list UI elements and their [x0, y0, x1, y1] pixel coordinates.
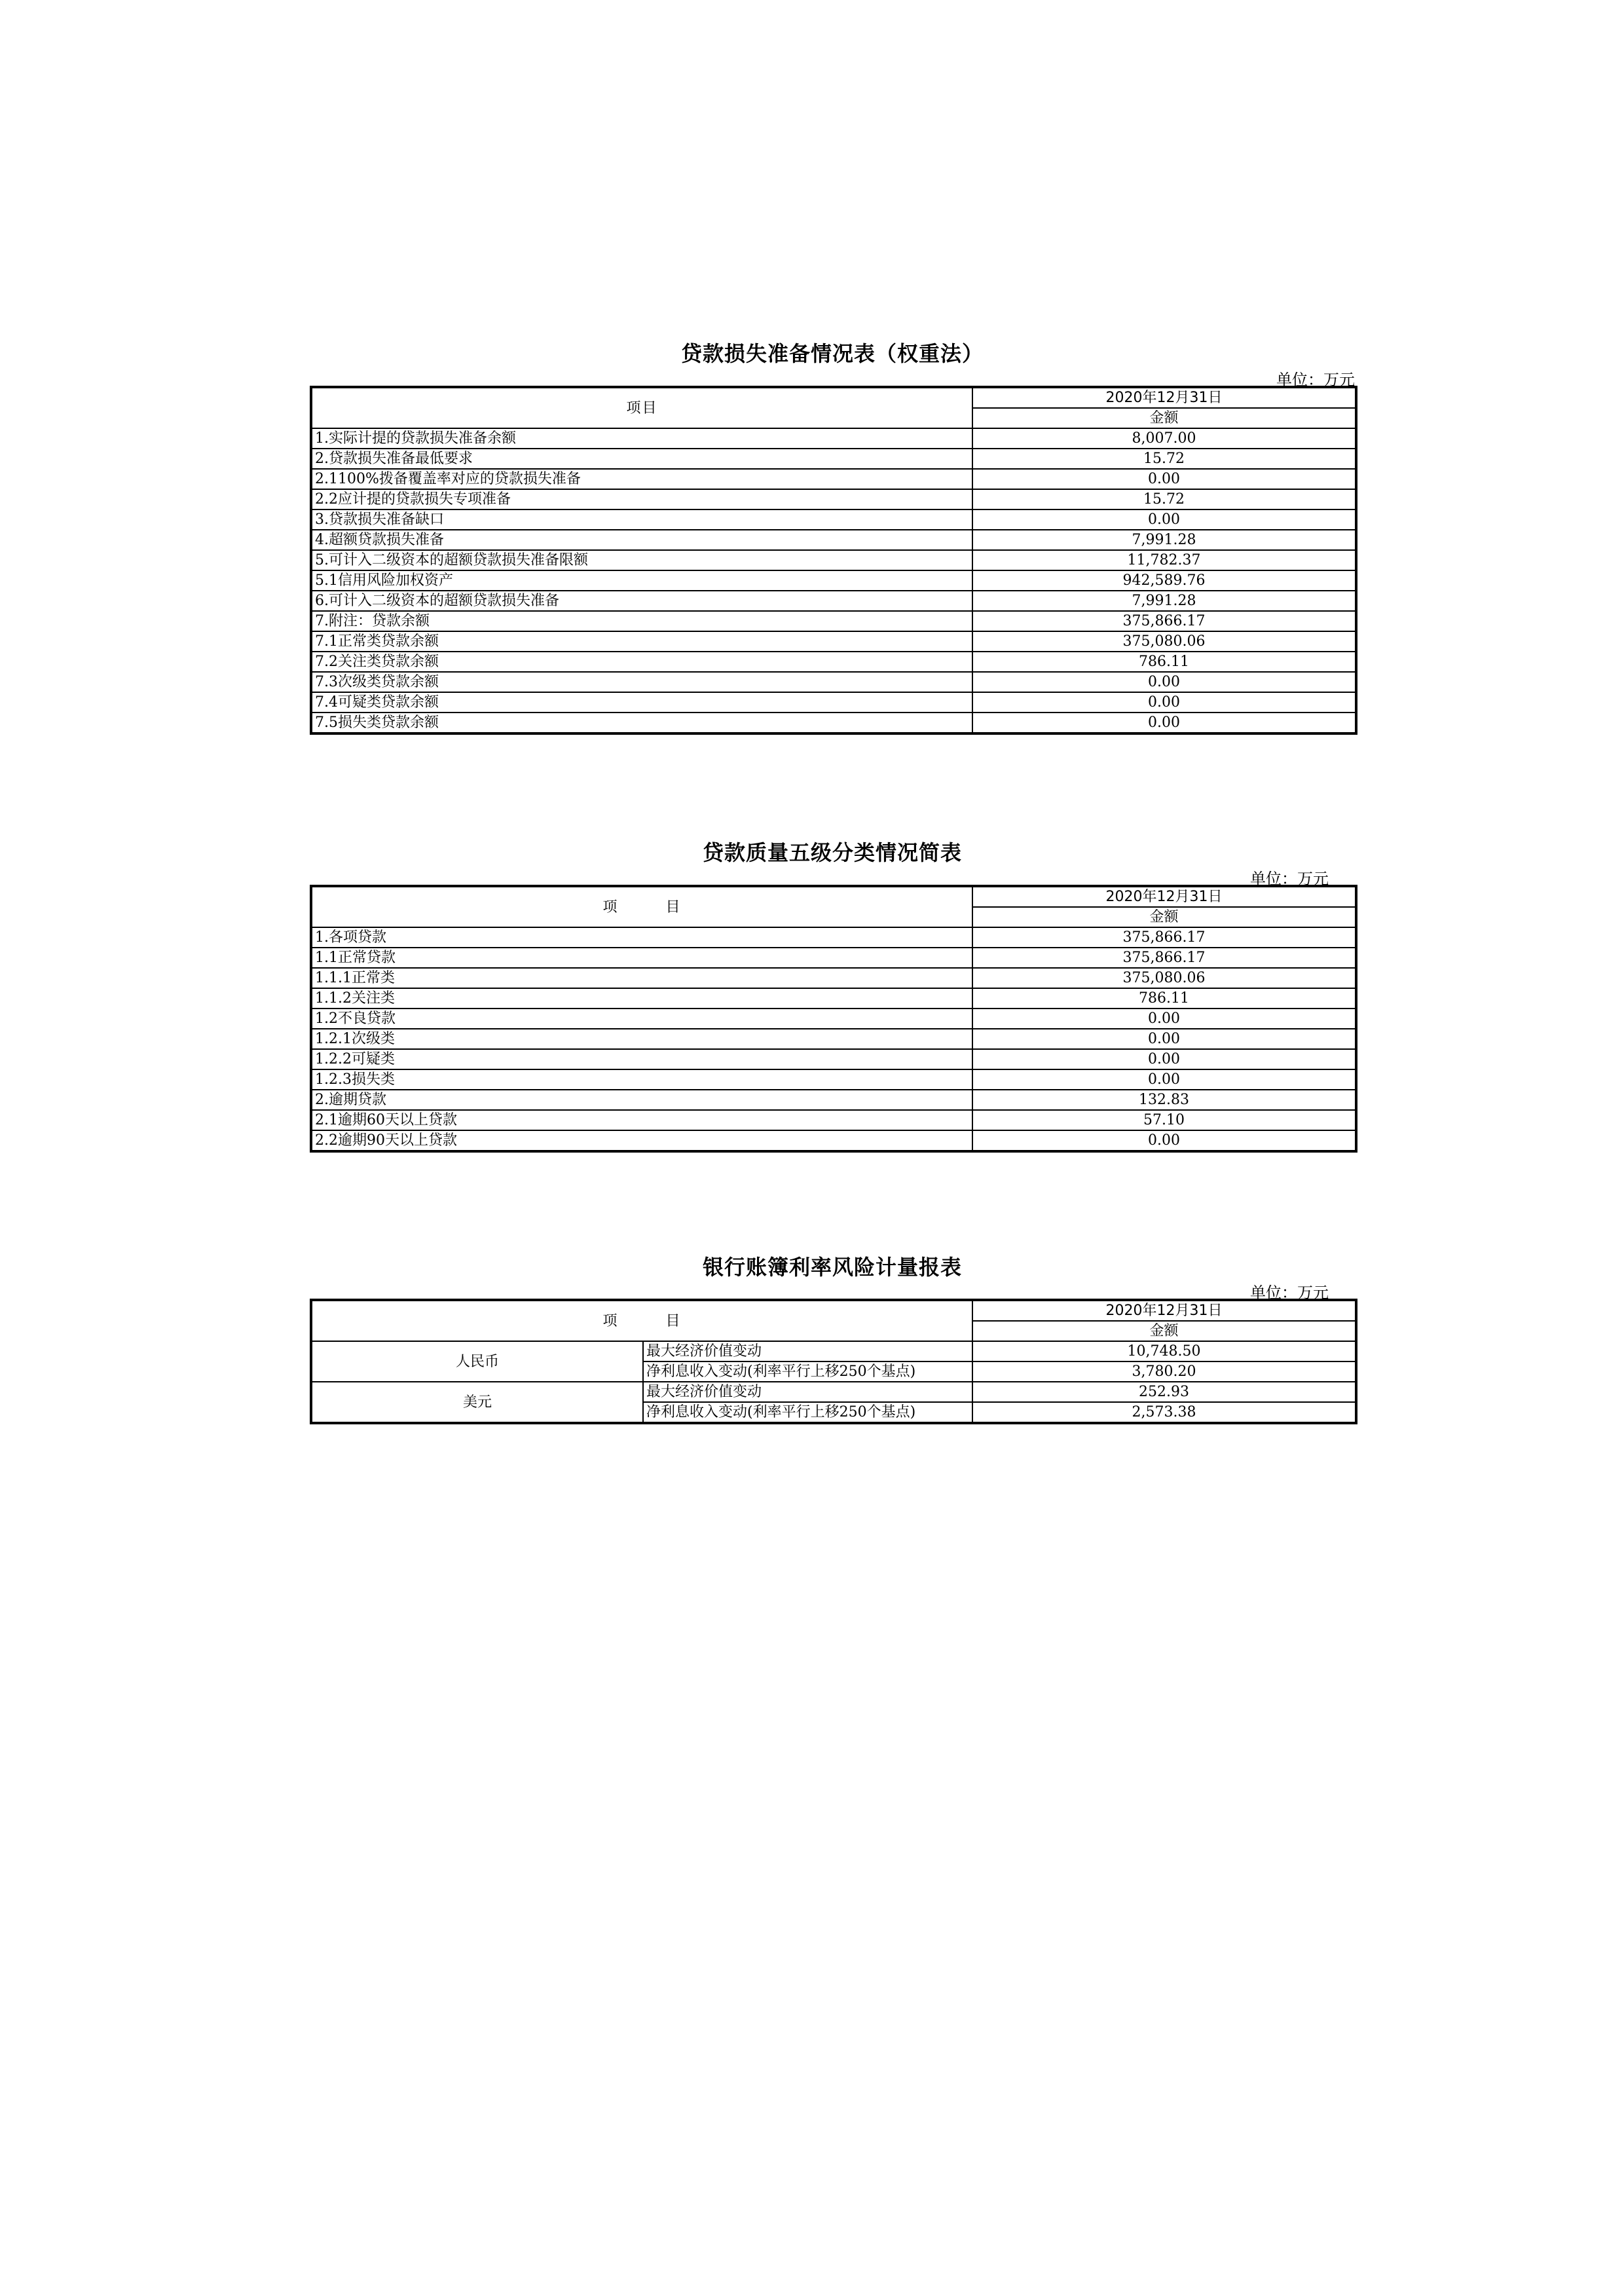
table-row [311, 1009, 1356, 1029]
table-row [311, 713, 1356, 733]
row-label: 2.2应计提的贷款损失专项准备 [311, 489, 972, 509]
currency-cell-rmb: 人民币 [311, 1341, 643, 1382]
row-label: 1.1.1正常类 [311, 968, 972, 988]
row-label: 6.可计入二级资本的超额贷款损失准备 [311, 591, 972, 611]
row-label: 最大经济价值变动 [643, 1341, 972, 1361]
table1-header-item: 项目 [311, 387, 972, 428]
row-label: 2.2逾期90天以上贷款 [311, 1130, 972, 1151]
row-label: 最大经济价值变动 [643, 1382, 972, 1402]
row-value: 0.00 [972, 713, 1356, 733]
currency-cell-usd: 美元 [311, 1382, 643, 1423]
table3-title: 银行账簿利率风险计量报表 [702, 1255, 962, 1280]
row-value: 375,080.06 [972, 968, 1356, 988]
row-value: 0.00 [972, 1069, 1356, 1090]
table-row [311, 1382, 1356, 1402]
row-value: 786.11 [972, 652, 1356, 672]
row-label: 1.2不良贷款 [311, 1009, 972, 1029]
row-label: 7.1正常类贷款余额 [311, 631, 972, 652]
row-label: 7.2关注类贷款余额 [311, 652, 972, 672]
row-value: 0.00 [972, 509, 1356, 530]
table-row [311, 449, 1356, 469]
table2-header-date: 2020年12月31日 [972, 886, 1356, 907]
table2-title: 贷款质量五级分类情况简表 [702, 840, 962, 865]
row-value: 3,780.20 [972, 1361, 1356, 1382]
row-value: 2,573.38 [972, 1402, 1356, 1423]
table-row [311, 692, 1356, 713]
table-row [311, 469, 1356, 489]
row-value: 375,866.17 [972, 927, 1356, 948]
row-label: 2.逾期贷款 [311, 1090, 972, 1110]
row-label: 7.附注：贷款余额 [311, 611, 972, 631]
row-value: 375,866.17 [972, 948, 1356, 968]
loan-loss-reserve-table [310, 386, 1357, 735]
row-value: 8,007.00 [972, 428, 1356, 449]
table2-header-amount: 金额 [972, 907, 1356, 927]
row-value: 0.00 [972, 1029, 1356, 1049]
row-value: 11,782.37 [972, 550, 1356, 570]
row-label: 1.1正常贷款 [311, 948, 972, 968]
table3-header-date: 2020年12月31日 [972, 1300, 1356, 1321]
table-row [311, 428, 1356, 449]
row-label: 2.1逾期60天以上贷款 [311, 1110, 972, 1130]
table1-header-date: 2020年12月31日 [972, 387, 1356, 408]
table-row [311, 1029, 1356, 1049]
row-value: 0.00 [972, 1009, 1356, 1029]
interest-rate-risk-table [310, 1299, 1357, 1424]
table3-header-item: 项 目 [311, 1300, 972, 1341]
row-value: 375,080.06 [972, 631, 1356, 652]
table-row [311, 530, 1356, 550]
row-label: 3.贷款损失准备缺口 [311, 509, 972, 530]
table-row [311, 988, 1356, 1009]
row-value: 375,866.17 [972, 611, 1356, 631]
row-label: 净利息收入变动(利率平行上移250个基点) [643, 1361, 972, 1382]
row-value: 942,589.76 [972, 570, 1356, 591]
table3-unit: 单位：万元 [1250, 1284, 1329, 1302]
row-label: 净利息收入变动(利率平行上移250个基点) [643, 1402, 972, 1423]
table1-header-amount: 金额 [972, 408, 1356, 428]
table-row [311, 550, 1356, 570]
table-row [311, 948, 1356, 968]
table-row [311, 1069, 1356, 1090]
row-label: 1.实际计提的贷款损失准备余额 [311, 428, 972, 449]
table-row [311, 1110, 1356, 1130]
row-value: 7,991.28 [972, 591, 1356, 611]
row-value: 0.00 [972, 672, 1356, 692]
row-label: 1.各项贷款 [311, 927, 972, 948]
row-label: 5.可计入二级资本的超额贷款损失准备限额 [311, 550, 972, 570]
table-row [311, 611, 1356, 631]
row-value: 0.00 [972, 692, 1356, 713]
table-row [311, 631, 1356, 652]
row-label: 1.2.3损失类 [311, 1069, 972, 1090]
table-row [311, 570, 1356, 591]
table-row [311, 1130, 1356, 1151]
row-label: 7.3次级类贷款余额 [311, 672, 972, 692]
row-value: 786.11 [972, 988, 1356, 1009]
row-label: 1.2.2可疑类 [311, 1049, 972, 1069]
table-row [311, 672, 1356, 692]
table1-title: 贷款损失准备情况表（权重法） [680, 341, 984, 366]
row-label: 1.1.2关注类 [311, 988, 972, 1009]
row-label: 4.超额贷款损失准备 [311, 530, 972, 550]
table-row [311, 1049, 1356, 1069]
table-row [311, 1341, 1356, 1361]
row-value: 7,991.28 [972, 530, 1356, 550]
row-label: 7.5损失类贷款余额 [311, 713, 972, 733]
row-value: 57.10 [972, 1110, 1356, 1130]
row-label: 7.4可疑类贷款余额 [311, 692, 972, 713]
table-row [311, 489, 1356, 509]
table2-header-item: 项 目 [311, 886, 972, 927]
table-row [311, 1090, 1356, 1110]
row-value: 10,748.50 [972, 1341, 1356, 1361]
table-row [311, 968, 1356, 988]
row-label: 1.2.1次级类 [311, 1029, 972, 1049]
table1-unit: 单位：万元 [1276, 371, 1355, 389]
row-value: 15.72 [972, 449, 1356, 469]
table-row [311, 591, 1356, 611]
table-row [311, 652, 1356, 672]
row-label: 5.1信用风险加权资产 [311, 570, 972, 591]
row-value: 252.93 [972, 1382, 1356, 1402]
row-label: 2.1100%拨备覆盖率对应的贷款损失准备 [311, 469, 972, 489]
table-row [311, 927, 1356, 948]
table-row [311, 509, 1356, 530]
table2-unit: 单位：万元 [1250, 870, 1329, 888]
row-value: 0.00 [972, 469, 1356, 489]
row-value: 0.00 [972, 1130, 1356, 1151]
row-value: 15.72 [972, 489, 1356, 509]
row-value: 0.00 [972, 1049, 1356, 1069]
table3-header-amount: 金额 [972, 1321, 1356, 1341]
loan-quality-table [310, 885, 1357, 1153]
row-value: 132.83 [972, 1090, 1356, 1110]
row-label: 2.贷款损失准备最低要求 [311, 449, 972, 469]
